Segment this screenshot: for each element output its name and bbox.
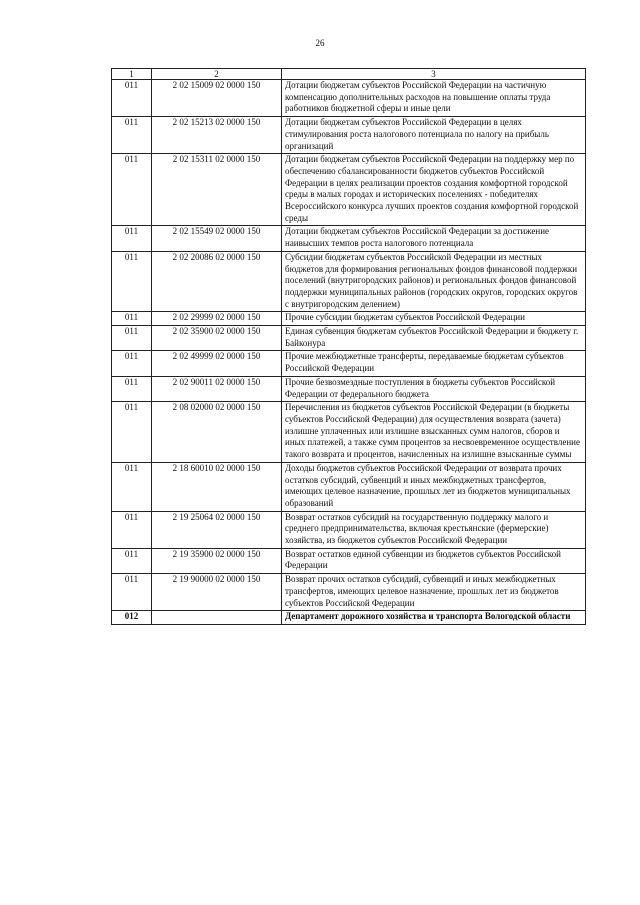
- description-cell: Прочие безвозмездные поступления в бюджеты субъектов Российской Федерации от федерального бюджета: [282, 376, 586, 401]
- description-cell: Дотации бюджетам субъектов Российской Федерации за достижение наивысших темпов роста налогового потенциала: [282, 226, 586, 251]
- description-cell: Единая субвенция бюджетам субъектов Российской Федерации и бюджету г. Байконура: [282, 326, 586, 351]
- description-cell: Дотации бюджетам субъектов Российской Федерации в целях стимулирования роста налогового потенциала по налогу на прибыль организаций: [282, 117, 586, 154]
- admin-code-cell: 011: [112, 548, 152, 573]
- description-cell: Возврат прочих остатков субсидий, субвенций и иных межбюджетных трансфертов, имеющих целевое назначение, прошлых лет из бюджетов субъектов Российской Федерации: [282, 574, 586, 611]
- revenue-code-cell: 2 02 15549 02 0000 150: [152, 226, 282, 251]
- budget-code-table: [111, 68, 586, 625]
- revenue-code-cell: 2 19 25064 02 0000 150: [152, 511, 282, 548]
- revenue-code-cell: [152, 611, 282, 625]
- table-row: [112, 611, 586, 625]
- revenue-code-cell: 2 02 15009 02 0000 150: [152, 80, 282, 117]
- revenue-code-cell: 2 19 35900 02 0000 150: [152, 548, 282, 573]
- table-row: [112, 548, 586, 573]
- description-cell: Возврат остатков единой субвенции из бюджетов субъектов Российской Федерации: [282, 548, 586, 573]
- description-cell: Субсидии бюджетам субъектов Российской Федерации из местных бюджетов для формирования региональных фондов финансовой поддержки поселений (внутригородских районов) и региональных фондов финансовой поддержки муниципальных районов (городских округов, городских округов с внутригородским делением): [282, 251, 586, 312]
- admin-code-cell: 011: [112, 251, 152, 312]
- table-row: [112, 511, 586, 548]
- table-row: [112, 351, 586, 376]
- admin-code-cell: 011: [112, 511, 152, 548]
- admin-code-cell: 011: [112, 226, 152, 251]
- admin-code-cell: 012: [112, 611, 152, 625]
- admin-code-cell: 011: [112, 312, 152, 326]
- description-cell: Департамент дорожного хозяйства и транспорта Вологодской области: [282, 611, 586, 625]
- description-cell: Прочие субсидии бюджетам субъектов Российской Федерации: [282, 312, 586, 326]
- table-row: [112, 402, 586, 463]
- description-cell: Прочие межбюджетные трансферты, передаваемые бюджетам субъектов Российской Федерации: [282, 351, 586, 376]
- header-col-2: 2: [152, 69, 282, 80]
- revenue-code-cell: 2 02 15311 02 0000 150: [152, 154, 282, 226]
- description-cell: Перечисления из бюджетов субъектов Российской Федерации (в бюджеты субъектов Российской Федерации) для осуществления возврата (зачета) излишне уплаченных или излишне взысканных сумм налогов, сборов и иных платежей, а также сумм процентов за несвоевременное осуществление такого возврата и процентов, начисленных на излишне взысканные суммы: [282, 402, 586, 463]
- admin-code-cell: 011: [112, 462, 152, 511]
- admin-code-cell: 011: [112, 351, 152, 376]
- description-cell: Возврат остатков субсидий на государственную поддержку малого и среднего предпринимательства, включая крестьянские (фермерские) хозяйства, из бюджетов субъектов Российской Федерации: [282, 511, 586, 548]
- revenue-code-cell: 2 02 15213 02 0000 150: [152, 117, 282, 154]
- revenue-code-cell: 2 02 35900 02 0000 150: [152, 326, 282, 351]
- table-row: [112, 80, 586, 117]
- description-cell: Доходы бюджетов субъектов Российской Федерации от возврата прочих остатков субсидий, субвенций и иных межбюджетных трансфертов, имеющих целевое назначение, прошлых лет из бюджетов муниципальных образований: [282, 462, 586, 511]
- description-cell: Дотации бюджетам субъектов Российской Федерации на поддержку мер по обеспечению сбалансированности бюджетов субъектов Российской Федерации в целях реализации проектов создания комфортной городской среды в малых городах и исторических поселениях - победителях Всероссийского конкурса лучших проектов создания комфортной городской среды: [282, 154, 586, 226]
- page-number: 26: [315, 38, 325, 48]
- admin-code-cell: 011: [112, 117, 152, 154]
- admin-code-cell: 011: [112, 326, 152, 351]
- revenue-code-cell: 2 02 90011 02 0000 150: [152, 376, 282, 401]
- admin-code-cell: 011: [112, 80, 152, 117]
- table-row: [112, 326, 586, 351]
- description-cell: Дотации бюджетам субъектов Российской Федерации на частичную компенсацию дополнительных расходов на повышение оплаты труда работников бюджетной сферы и иные цели: [282, 80, 586, 117]
- table-row: [112, 117, 586, 154]
- table-row: [112, 376, 586, 401]
- revenue-code-cell: 2 19 90000 02 0000 150: [152, 574, 282, 611]
- admin-code-cell: 011: [112, 402, 152, 463]
- table-row: [112, 462, 586, 511]
- table-header-row: [112, 69, 586, 80]
- revenue-code-cell: 2 18 60010 02 0000 150: [152, 462, 282, 511]
- table-row: [112, 251, 586, 312]
- revenue-code-cell: 2 02 29999 02 0000 150: [152, 312, 282, 326]
- admin-code-cell: 011: [112, 376, 152, 401]
- header-col-1: 1: [112, 69, 152, 80]
- table-row: [112, 154, 586, 226]
- table-row: [112, 226, 586, 251]
- revenue-code-cell: 2 02 20086 02 0000 150: [152, 251, 282, 312]
- header-col-3: 3: [282, 69, 586, 80]
- table-row: [112, 312, 586, 326]
- table-row: [112, 574, 586, 611]
- revenue-code-cell: 2 02 49999 02 0000 150: [152, 351, 282, 376]
- admin-code-cell: 011: [112, 154, 152, 226]
- revenue-code-cell: 2 08 02000 02 0000 150: [152, 402, 282, 463]
- admin-code-cell: 011: [112, 574, 152, 611]
